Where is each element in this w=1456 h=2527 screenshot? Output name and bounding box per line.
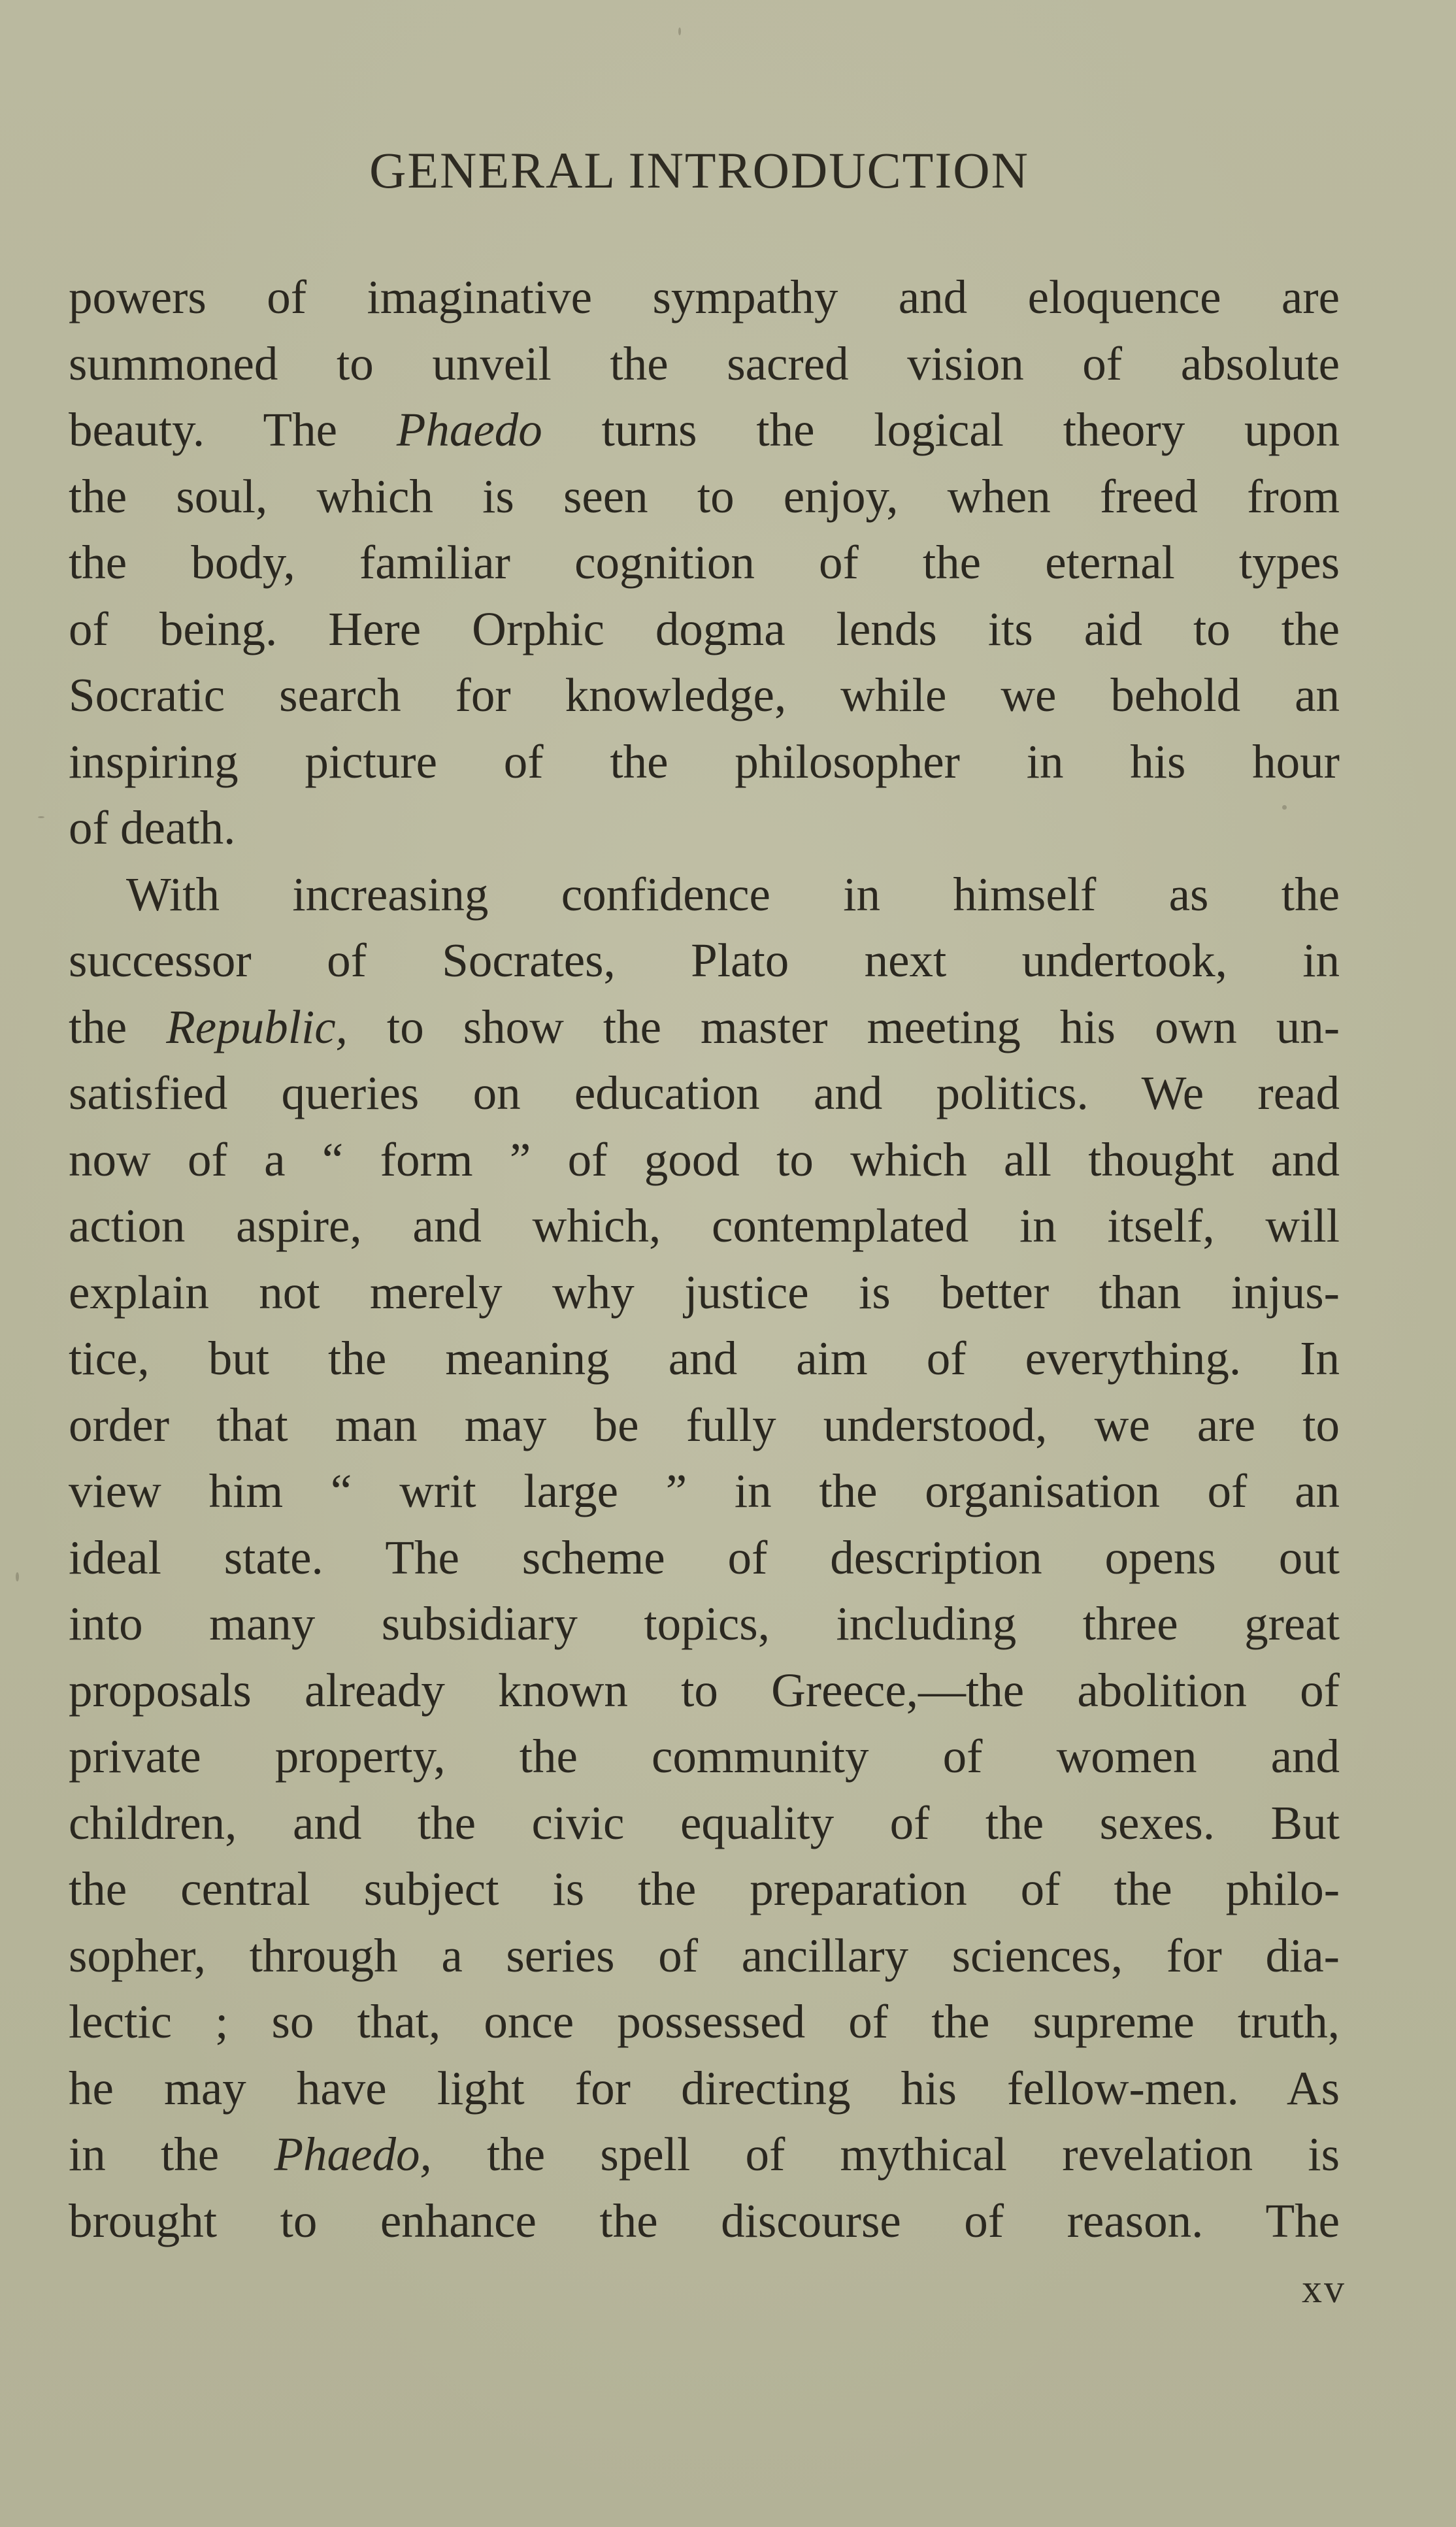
text-line: brought to enhance the discourse of reason. The [69, 2194, 1340, 2247]
text-line [69, 397, 1340, 463]
text-line: successor of Socrates, Plato next undertook, in [69, 934, 1340, 987]
page-number: xv [1302, 2267, 1346, 2311]
text-line: Socratic search for knowledge, while we behold an [69, 669, 1340, 721]
text-line: explain not merely why justice is better than injus- [69, 1265, 1340, 1319]
text-line: proposals already known to Greece,—the abolition of [69, 1663, 1340, 1717]
text-line: order that man may be fully understood, we are to [69, 1398, 1340, 1451]
text-line: of death. [69, 801, 236, 854]
italic-title: Phaedo, [274, 2128, 432, 2181]
text-line: With increasing confidence in himself as the [126, 867, 1340, 921]
text-line: the soul, which is seen to enjoy, when freed from [69, 469, 1340, 523]
text-line: the body, familiar cognition of the eternal types [69, 536, 1340, 589]
text-line: satisfied queries on education and politics. We read [69, 1066, 1340, 1119]
paper-speck [1282, 805, 1287, 810]
text-line [69, 994, 1340, 1061]
text-line: he may have light for directing his fellow-men. As [69, 2061, 1340, 2115]
text-line: action aspire, and which, contemplated in itself, will [69, 1199, 1340, 1252]
text-line: now of a “ form ” of good to which all thought and [69, 1132, 1340, 1186]
text-line: children, and the civic equality of the sexes. But [69, 1796, 1340, 1849]
text-line [69, 2121, 1340, 2188]
text-line: view him “ writ large ” in the organisation of an [69, 1464, 1340, 1517]
text-segment: beauty. The [69, 403, 397, 456]
running-head: GENERAL INTRODUCTION [369, 142, 1029, 199]
italic-title: Republic, [166, 1000, 348, 1053]
text-line: lectic ; so that, once possessed of the supreme truth, [69, 1995, 1340, 2048]
text-line: the central subject is the preparation of the philo- [69, 1862, 1340, 1915]
text-line: summoned to unveil the sacred vision of absolute [69, 337, 1340, 390]
text-line: private property, the community of women and [69, 1730, 1340, 1783]
text-segment: to show the master meeting his own un- [347, 1000, 1340, 1053]
text-line: ideal state. The scheme of description opens out [69, 1530, 1340, 1584]
text-line: sopher, through a series of ancillary sciences, for dia- [69, 1928, 1340, 1982]
paper-speck [678, 27, 681, 35]
text-segment: the [69, 1000, 167, 1053]
text-line: powers of imaginative sympathy and eloquence are [69, 271, 1340, 323]
text-segment: turns the logical theory upon [542, 403, 1340, 456]
text-segment: in the [69, 2128, 274, 2181]
text-line: inspiring picture of the philosopher in his hour [69, 735, 1340, 788]
text-line: tice, but the meaning and aim of everything. In [69, 1332, 1340, 1385]
text-line: of being. Here Orphic dogma lends its aid to the [69, 602, 1340, 655]
paper-speck [16, 1572, 19, 1581]
text-segment: the spell of mythical revelation is [431, 2128, 1340, 2181]
body-text [69, 264, 1340, 2254]
paper-speck [38, 816, 44, 818]
text-line: into many subsidiary topics, including three great [69, 1597, 1340, 1650]
italic-title: Phaedo [396, 403, 542, 456]
